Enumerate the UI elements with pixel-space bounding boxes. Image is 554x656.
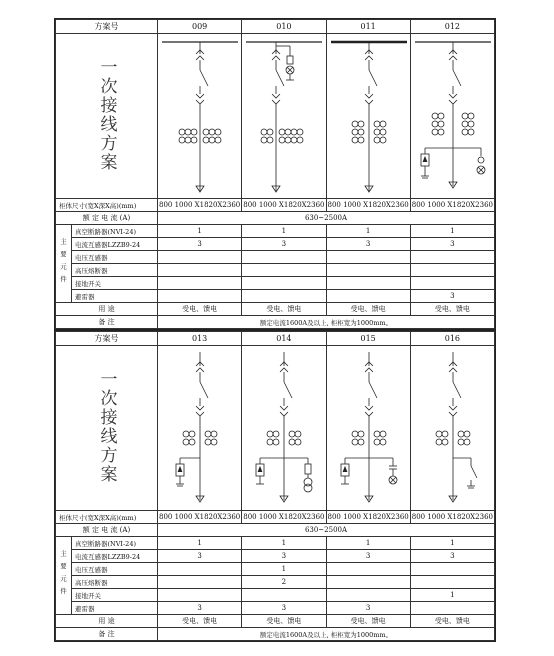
dimension-value: 800 1000 X1820X2360 [326,199,410,212]
component-qty: 1 [326,225,410,238]
scheme-header-row [56,20,495,34]
component-qty: 1 [326,537,410,550]
component-qty: 1 [410,537,494,550]
scheme-table-2 [55,331,495,641]
dimension-value: 800 1000 X1820X2360 [242,199,326,212]
remark-value: 额定电流1600A及以上, 柜柜宽为1000mm。 [158,628,495,641]
diagram-title: 一次接线方案 [96,370,117,484]
component-name: 电压互感器 [72,251,158,264]
component-qty [326,576,410,589]
component-qty [158,277,242,290]
scheme-number: 016 [410,332,494,346]
remark-row [56,316,495,329]
usage-value: 受电、馈电 [242,303,326,316]
component-qty [410,576,494,589]
component-row [56,251,495,264]
dimension-value: 800 1000 X1820X2360 [326,511,410,524]
component-row [56,225,495,238]
component-qty: 1 [158,225,242,238]
remark-label: 备 注 [56,316,158,329]
component-qty: 1 [242,563,326,576]
wiring-diagram-012 [410,34,494,199]
dimension-row [56,511,495,524]
dimension-row [56,199,495,212]
component-qty [158,589,242,602]
usage-row [56,303,495,316]
main-components-text: 主要元件 [59,549,67,600]
usage-value: 受电、馈电 [326,615,410,628]
component-row [56,602,495,615]
remark-label: 备 注 [56,628,158,641]
usage-label: 用 途 [56,303,158,316]
component-qty [410,251,494,264]
usage-label: 用 途 [56,615,158,628]
diagram-row [56,34,495,199]
component-qty: 3 [326,550,410,563]
scheme-number: 013 [158,332,242,346]
component-name: 电流互感器LZZB9-24 [72,550,158,563]
component-qty [158,264,242,277]
component-row [56,589,495,602]
component-name: 电压互感器 [72,563,158,576]
wiring-diagram-014 [242,346,326,511]
component-name: 电流互感器LZZB9-24 [72,238,158,251]
remark-row [56,628,495,641]
component-row [56,264,495,277]
component-qty: 2 [242,576,326,589]
component-qty [242,589,326,602]
scheme-number: 015 [326,332,410,346]
diagram-title-cell [56,34,158,199]
wiring-diagram-010 [242,34,326,199]
usage-row [56,615,495,628]
component-qty: 3 [410,550,494,563]
component-qty [242,290,326,303]
scheme-number: 011 [326,20,410,34]
component-qty: 1 [242,537,326,550]
component-row [56,277,495,290]
usage-value: 受电、馈电 [242,615,326,628]
component-qty [242,251,326,264]
rated-current-row [56,212,495,225]
component-name: 真空断路器(NVI-24) [72,537,158,550]
wiring-diagram-015 [326,346,410,511]
dimension-value: 800 1000 X1820X2360 [158,511,242,524]
scheme-number: 010 [242,20,326,34]
component-qty: 3 [242,602,326,615]
wiring-diagram-009 [158,34,242,199]
usage-value: 受电、馈电 [158,615,242,628]
component-name: 真空断路器(NVI-24) [72,225,158,238]
component-name: 接地开关 [72,277,158,290]
component-row [56,238,495,251]
usage-value: 受电、馈电 [410,615,494,628]
diagram-title-cell [56,346,158,511]
usage-value: 受电、馈电 [158,303,242,316]
component-qty: 1 [410,225,494,238]
dimension-value: 800 1000 X1820X2360 [158,199,242,212]
component-qty: 3 [410,290,494,303]
wiring-diagram-016 [410,346,494,511]
component-qty [326,264,410,277]
component-qty: 3 [326,602,410,615]
scheme-header-label: 方案号 [56,20,158,34]
component-qty [158,576,242,589]
component-qty: 3 [410,238,494,251]
component-qty [410,277,494,290]
main-components-label [56,537,72,615]
component-qty: 1 [158,537,242,550]
scheme-number: 014 [242,332,326,346]
component-row [56,563,495,576]
dimension-value: 800 1000 X1820X2360 [410,199,494,212]
scheme-header-label: 方案号 [56,332,158,346]
rated-current-label: 额 定 电 流 (A) [56,524,158,537]
scheme-header-row [56,332,495,346]
component-name: 避雷器 [72,602,158,615]
rated-current-value: 630~2500A [158,212,495,225]
component-qty [242,277,326,290]
usage-value: 受电、馈电 [326,303,410,316]
rated-current-label: 额 定 电 流 (A) [56,212,158,225]
component-qty: 3 [158,550,242,563]
component-qty: 1 [410,589,494,602]
main-components-label [56,225,72,303]
wiring-diagram-013 [158,346,242,511]
component-qty: 3 [326,238,410,251]
component-row [56,537,495,550]
remark-value: 额定电流1600A及以上, 柜柜宽为1000mm。 [158,316,495,329]
component-qty: 3 [158,238,242,251]
dimension-label: 柜体尺寸(宽X深X高)(mm) [56,511,158,524]
diagram-title: 一次接线方案 [96,58,117,172]
component-name: 高压熔断器 [72,264,158,277]
component-qty [326,251,410,264]
component-qty [326,563,410,576]
component-row [56,576,495,589]
component-qty [410,264,494,277]
rated-current-row [56,524,495,537]
scheme-table-1 [55,19,495,329]
component-qty [326,589,410,602]
dimension-value: 800 1000 X1820X2360 [410,511,494,524]
component-qty [410,563,494,576]
scheme-number: 012 [410,20,494,34]
component-qty [158,290,242,303]
wiring-diagram-011 [326,34,410,199]
component-name: 避雷器 [72,290,158,303]
component-qty [410,602,494,615]
main-components-text: 主要元件 [59,237,67,288]
component-qty: 3 [242,550,326,563]
component-row [56,290,495,303]
dimension-value: 800 1000 X1820X2360 [242,511,326,524]
usage-value: 受电、馈电 [410,303,494,316]
component-qty [326,277,410,290]
scheme-sheet-2 [54,330,496,642]
scheme-number: 009 [158,20,242,34]
component-qty [326,290,410,303]
component-name: 高压熔断器 [72,576,158,589]
component-qty: 3 [158,602,242,615]
component-qty: 3 [242,238,326,251]
rated-current-value: 630~2500A [158,524,495,537]
dimension-label: 柜体尺寸(宽X深X高)(mm) [56,199,158,212]
scheme-sheet-1 [54,18,496,330]
diagram-row [56,346,495,511]
component-qty [242,264,326,277]
component-row [56,550,495,563]
component-qty [158,563,242,576]
component-name: 接地开关 [72,589,158,602]
component-qty [158,251,242,264]
component-qty: 1 [242,225,326,238]
